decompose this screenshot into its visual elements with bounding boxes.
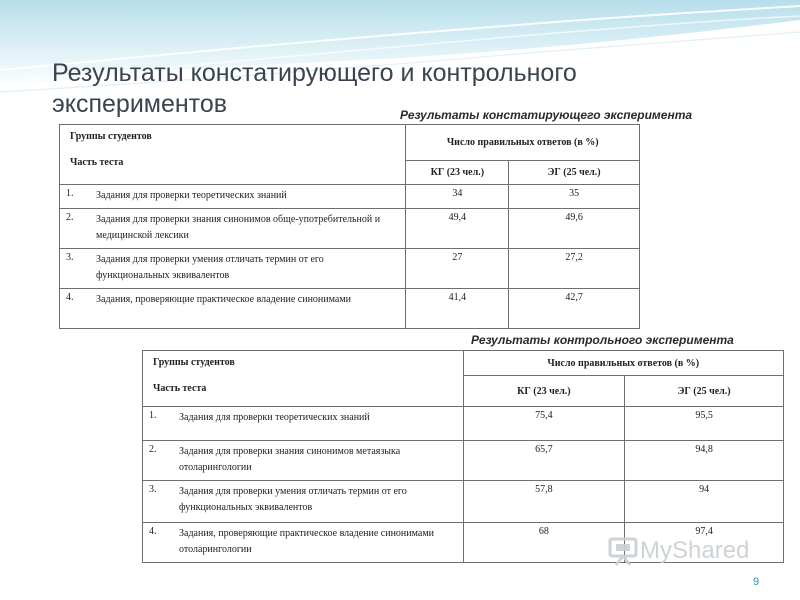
row-number: 4. [149, 526, 157, 537]
table-row [60, 185, 640, 209]
table2-caption: Результаты контрольного эксперимента [471, 333, 734, 347]
row-number: 2. [149, 444, 157, 455]
row-text: Задания, проверяющие практическое владение синонимами [96, 294, 352, 305]
table-row [143, 441, 784, 481]
row-number: 1. [66, 188, 74, 199]
eg-value: 49,6 [509, 209, 640, 249]
slide-title: Результаты констатирующего и контрольного экспериментов [52, 59, 577, 118]
row-number: 4. [66, 292, 74, 303]
kg-value: 68 [463, 523, 625, 563]
table-row [60, 289, 640, 329]
col-kg-header: КГ (23 чел.) [463, 376, 625, 407]
header-labels-cell [143, 351, 464, 407]
score-header: Число правильных ответов (в %) [463, 351, 783, 376]
part-label: Часть теста [153, 383, 207, 394]
table-row [143, 407, 784, 441]
eg-value: 94 [625, 481, 784, 523]
table-row [143, 481, 784, 523]
row-number: 3. [66, 252, 74, 263]
table-row [60, 249, 640, 289]
kg-value: 27 [406, 249, 509, 289]
header-labels-cell [60, 125, 406, 185]
kg-value: 49,4 [406, 209, 509, 249]
kg-value: 57,8 [463, 481, 625, 523]
row-number: 3. [149, 484, 157, 495]
row-text: Задания для проверки умения отличать термин от его функциональных эквивалентов [96, 254, 324, 281]
ascertaining-results-table [59, 124, 640, 329]
group-label: Группы студентов [70, 131, 152, 142]
eg-value: 95,5 [625, 407, 784, 441]
part-label: Часть теста [70, 157, 124, 168]
row-text: Задания, проверяющие практическое владение синонимами отоларингологии [179, 528, 435, 555]
presentation-screen-icon [606, 536, 640, 566]
eg-value: 94,8 [625, 441, 784, 481]
eg-value: 35 [509, 185, 640, 209]
row-text: Задания для проверки знания синонимов обще-употребительной и медицинской лексики [96, 214, 381, 241]
row-text: Задания для проверки знания синонимов метаязыка отоларингологии [179, 446, 401, 473]
score-header: Число правильных ответов (в %) [406, 125, 640, 161]
table-header-row [60, 125, 640, 161]
table-header-row [143, 351, 784, 376]
eg-value: 27,2 [509, 249, 640, 289]
kg-value: 41,4 [406, 289, 509, 329]
eg-value: 42,7 [509, 289, 640, 329]
col-eg-header: ЭГ (25 чел.) [625, 376, 784, 407]
row-text: Задания для проверки теоретических знаний [96, 190, 287, 201]
kg-value: 75,4 [463, 407, 625, 441]
control-results-table [142, 350, 784, 563]
table1-caption: Результаты констатирующего эксперимента [400, 108, 693, 122]
group-label: Группы студентов [153, 357, 235, 368]
eg-value: 97,4 [625, 523, 784, 563]
table-row [60, 209, 640, 249]
row-text: Задания для проверки теоретических знаний [179, 412, 370, 423]
row-number: 1. [149, 410, 157, 421]
row-number: 2. [66, 212, 74, 223]
col-eg-header: ЭГ (25 чел.) [509, 161, 640, 185]
kg-value: 34 [406, 185, 509, 209]
col-kg-header: КГ (23 чел.) [406, 161, 509, 185]
page-number: 9 [753, 576, 760, 588]
watermark-text: MyShared [640, 537, 750, 564]
myshared-watermark [606, 536, 749, 566]
kg-value: 65,7 [463, 441, 625, 481]
row-text: Задания для проверки умения отличать термин от его функциональных эквивалентов [179, 486, 407, 513]
